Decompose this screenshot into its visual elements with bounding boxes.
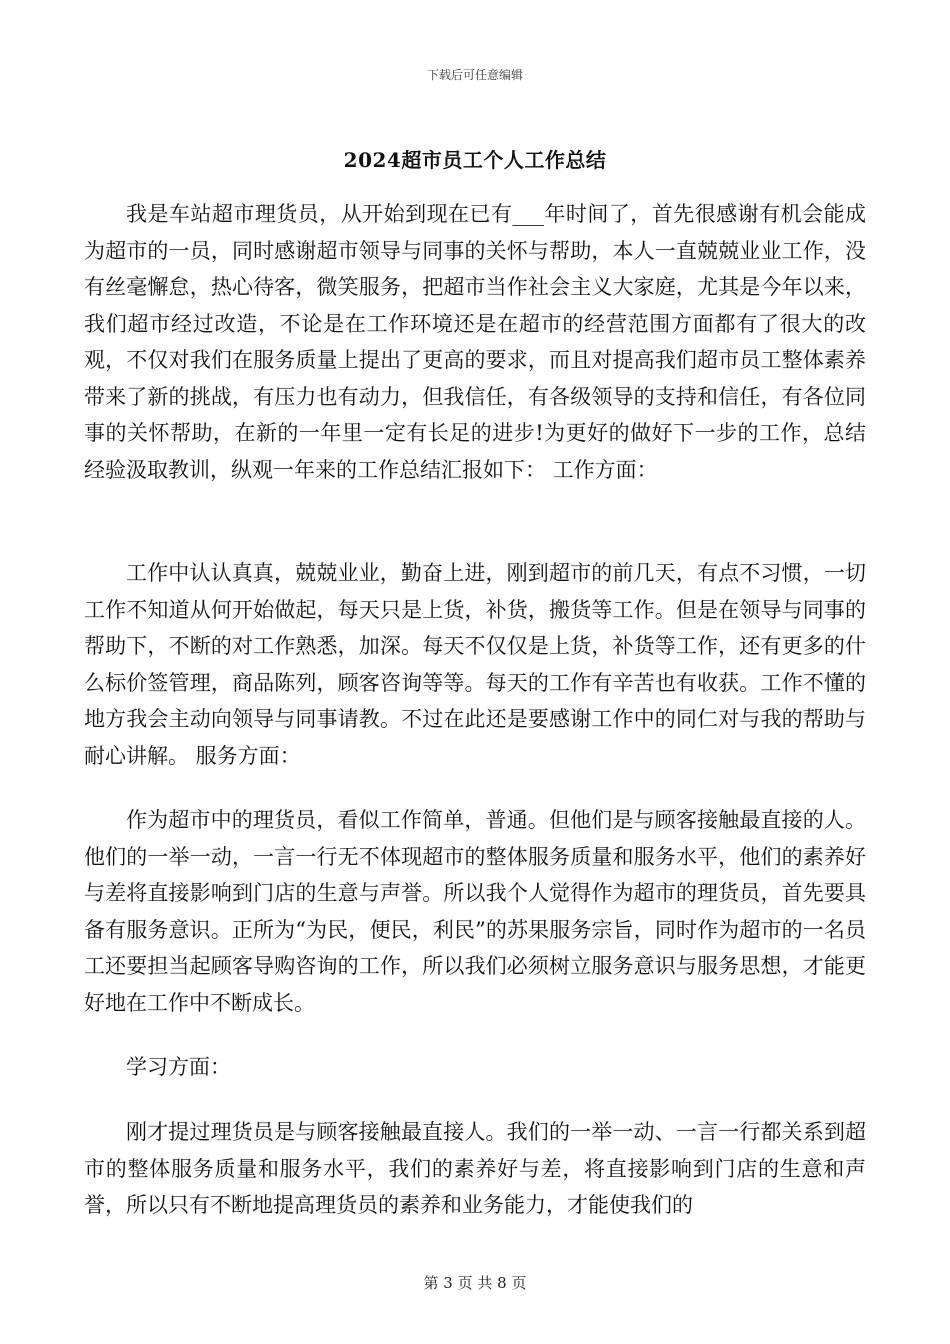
section-heading-study: 学习方面： [126,1055,231,1079]
header-note: 下载后可任意编辑 [426,68,523,82]
document-title: 2024超市员工个人工作总结 [343,148,607,172]
paragraph-service: 作为超市中的理货员，看似工作简单，普通。但他们是与顾客接触最直接的人。他们的一举一动，一言一行无不体现超市的整体服务质量和服务水平，他们的素养好与差将直接影响到门店的生意与声誉。所以我个人觉得作为超市的理货员，首先要具备有服务意识。正所为“为民，便民，利民”的苏果服务宗旨，同时作为超市的一名员工还要担当起顾客导购咨询的工作，所以我们必须树立服务意识与服务思想，才能更好地在工作中不断成长。 [84,808,866,1015]
page-number: 第 3 页 共 8 页 [423,1274,527,1292]
paragraph-study: 刚才提过理货员是与顾客接触最直接人。我们的一举一动、一言一行都关系到超市的整体服务质量和服务水平，我们的素养好与差，将直接影响到门店的生意和声誉，所以只有不断地提高理货员的素养和业务能力，才能使我们的 [84,1120,866,1217]
paragraph-intro: 我是车站超市理货员，从开始到现在已有___年时间了，首先很感谢有机会能成为超市的一员，同时感谢超市领导与同事的关怀与帮助，本人一直兢兢业业工作，没有丝毫懈怠，热心待客，微笑服务，把超市当作社会主义大家庭，尤其是今年以来，我们超市经过改造，不论是在工作环境还是在超市的经营范围方面都有了很大的改观，不仅对我们在服务质量上提出了更高的要求，而且对提高我们超市员工整体素养带来了新的挑战，有压力也有动力，但我信任，有各级领导的支持和信任，有各位同事的关怀帮助，在新的一年里一定有长足的进步!为更好的做好下一步的工作，总结经验汲取教训，纵观一年来的工作总结汇报如下： 工作方面： [84,202,866,482]
paragraph-work: 工作中认认真真，兢兢业业，勤奋上进，刚到超市的前几天，有点不习惯，一切工作不知道从何开始做起，每天只是上货，补货，搬货等工作。但是在领导与同事的帮助下，不断的对工作熟悉，加深。每天不仅仅是上货，补货等工作，还有更多的什么标价签管理，商品陈列，顾客咨询等等。每天的工作有辛苦也有收获。工作不懂的地方我会主动向领导与同事请教。不过在此还是要感谢工作中的同仁对与我的帮助与耐心讲解。 服务方面： [84,561,866,768]
